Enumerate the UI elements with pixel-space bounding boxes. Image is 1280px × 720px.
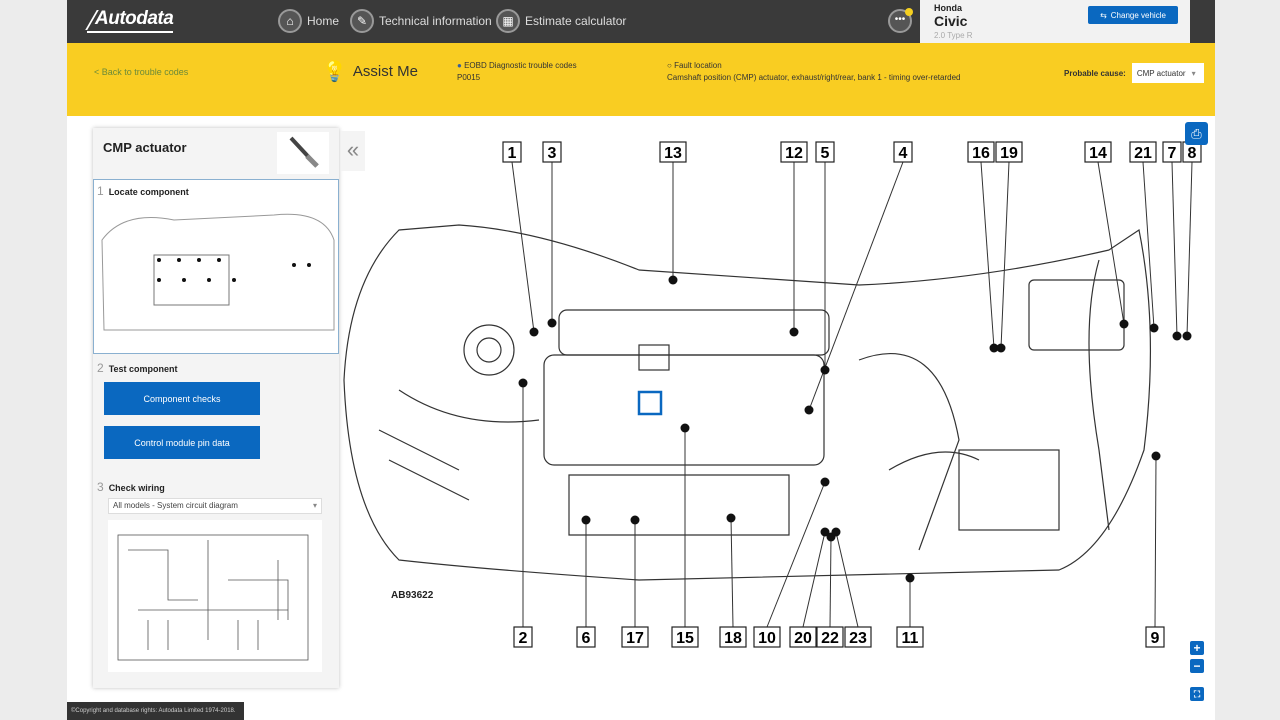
vehicle-model: Civic xyxy=(934,13,968,29)
vehicle-info xyxy=(920,0,1190,43)
step-number: 1 xyxy=(97,184,104,198)
fault-icon: ○ xyxy=(667,61,672,70)
vehicle-make: Honda xyxy=(934,3,962,13)
more-menu-button[interactable]: ••• xyxy=(888,9,912,33)
locate-component-thumbnail[interactable] xyxy=(93,179,339,354)
diagram-reference: AB93622 xyxy=(391,590,434,601)
probable-cause-label: Probable cause: xyxy=(1064,68,1126,78)
callout-label-2[interactable]: 2 xyxy=(518,630,528,647)
component-point-14[interactable] xyxy=(1120,320,1129,329)
change-vehicle-button[interactable] xyxy=(1088,6,1178,24)
printer-icon: ⎙ xyxy=(1191,126,1202,141)
assist-title-text: Assist Me xyxy=(352,63,418,80)
nav-label: Estimate calculator xyxy=(525,14,627,28)
nav-technical-information[interactable] xyxy=(350,9,492,33)
component-point-12[interactable] xyxy=(790,328,799,337)
callout-label-4[interactable]: 4 xyxy=(898,145,908,162)
component-point-10[interactable] xyxy=(821,478,830,487)
step-label: Locate component xyxy=(108,187,189,197)
copyright: ©Copyright and database rights: Autodata Limited 1974-2018. xyxy=(67,702,244,720)
probable-cause-value: CMP actuator xyxy=(1136,68,1186,78)
engine-bay-diagram xyxy=(339,130,1197,660)
component-point-4[interactable] xyxy=(805,406,814,415)
change-vehicle-label: Change vehicle xyxy=(1110,10,1166,20)
leader-line xyxy=(1172,162,1177,336)
callout-label-7[interactable]: 7 xyxy=(1167,145,1177,162)
component-point-6[interactable] xyxy=(582,516,591,525)
component-point-19[interactable] xyxy=(997,344,1006,353)
swap-icon: ⇆ xyxy=(1100,10,1107,20)
callout-label-10[interactable]: 10 xyxy=(758,630,776,647)
eobd-info xyxy=(457,60,577,84)
component-point-8[interactable] xyxy=(1183,332,1192,341)
callout-label-14[interactable]: 14 xyxy=(1089,145,1107,162)
eobd-label: EOBD Diagnostic trouble codes xyxy=(464,61,577,70)
vehicle-variant: 2.0 Type R xyxy=(934,31,973,40)
trouble-code: P0015 xyxy=(457,73,481,82)
top-bar xyxy=(67,0,1215,43)
callout-label-21[interactable]: 21 xyxy=(1134,145,1152,162)
wrench-icon: ✎ xyxy=(350,9,374,33)
step-label: Test component xyxy=(108,364,178,374)
component-point-13[interactable] xyxy=(669,276,678,285)
callout-label-11[interactable]: 11 xyxy=(901,630,919,647)
callout-label-5[interactable]: 5 xyxy=(820,145,830,162)
component-point-11[interactable] xyxy=(906,574,915,583)
leader-line xyxy=(830,537,831,627)
step-locate-component xyxy=(97,184,189,198)
probable-cause xyxy=(1064,63,1204,83)
leader-line xyxy=(981,162,994,348)
component-panel xyxy=(93,128,339,688)
step-check-wiring xyxy=(97,480,165,494)
nav-label: Technical information xyxy=(379,14,492,28)
nav-home[interactable] xyxy=(278,9,339,33)
callout-label-1[interactable]: 1 xyxy=(507,145,517,162)
callout-label-9[interactable]: 9 xyxy=(1150,630,1160,647)
component-thumbnail xyxy=(277,132,329,174)
component-point-7[interactable] xyxy=(1173,332,1182,341)
info-icon: ● xyxy=(457,61,462,70)
home-icon: ⌂ xyxy=(278,9,302,33)
step-number: 2 xyxy=(97,361,104,375)
control-module-pin-data-button[interactable]: Control module pin data xyxy=(104,426,260,459)
component-point-23[interactable] xyxy=(832,528,841,537)
step-number: 3 xyxy=(97,480,104,494)
back-to-trouble-codes-link[interactable]: < Back to trouble codes xyxy=(94,67,189,77)
nav-estimate-calculator[interactable] xyxy=(496,9,626,33)
leader-line xyxy=(731,518,733,627)
calculator-icon: ▦ xyxy=(496,9,520,33)
component-checks-button[interactable]: Component checks xyxy=(104,382,260,415)
collapse-panel-button[interactable]: « xyxy=(341,131,365,171)
callout-label-23[interactable]: 23 xyxy=(849,630,867,647)
assist-me-title xyxy=(322,59,418,84)
component-point-3[interactable] xyxy=(548,319,557,328)
leader-line xyxy=(1187,162,1192,336)
component-point-5[interactable] xyxy=(821,366,830,375)
callout-label-13[interactable]: 13 xyxy=(664,145,682,162)
notification-dot xyxy=(905,8,913,16)
component-point-9[interactable] xyxy=(1152,452,1161,461)
circuit-diagram-thumbnail[interactable] xyxy=(108,520,322,672)
zoom-out-button[interactable]: − xyxy=(1190,659,1204,673)
component-point-21[interactable] xyxy=(1150,324,1159,333)
callout-label-8[interactable]: 8 xyxy=(1187,145,1197,162)
leader-line xyxy=(1155,456,1156,627)
leader-line xyxy=(803,532,825,627)
fault-label: Fault location xyxy=(674,61,722,70)
callout-label-15[interactable]: 15 xyxy=(676,630,694,647)
leader-line xyxy=(1001,162,1009,348)
callout-label-22[interactable]: 22 xyxy=(821,630,839,647)
callout-label-17[interactable]: 17 xyxy=(626,630,644,647)
component-point-1[interactable] xyxy=(530,328,539,337)
callout-label-19[interactable]: 19 xyxy=(1000,145,1018,162)
callout-label-18[interactable]: 18 xyxy=(724,630,742,647)
wiring-diagram-select[interactable]: All models - System circuit diagram ▾ xyxy=(108,498,322,514)
component-point-17[interactable] xyxy=(631,516,640,525)
fault-location xyxy=(667,60,960,84)
app xyxy=(67,0,1215,720)
callout-label-6[interactable]: 6 xyxy=(581,630,591,647)
assist-bar xyxy=(67,43,1215,116)
leader-line xyxy=(512,162,534,332)
component-point-18[interactable] xyxy=(727,514,736,523)
component-point-15[interactable] xyxy=(681,424,690,433)
print-button[interactable] xyxy=(1185,122,1208,145)
autodata-logo[interactable]: Autodata xyxy=(95,8,174,29)
lightbulb-icon: 💡 xyxy=(322,61,347,83)
chevron-down-icon: ▾ xyxy=(1191,68,1196,78)
highlighted-component-marker xyxy=(639,392,661,414)
callout-label-12[interactable]: 12 xyxy=(785,145,803,162)
leader-line xyxy=(836,532,858,627)
component-title: CMP actuator xyxy=(103,140,187,155)
leader-line xyxy=(767,482,825,627)
fullscreen-button[interactable]: ⛶ xyxy=(1190,687,1204,701)
step-test-component xyxy=(97,361,178,375)
step-label: Check wiring xyxy=(108,483,165,493)
component-point-2[interactable] xyxy=(519,379,528,388)
callout-label-16[interactable]: 16 xyxy=(972,145,990,162)
nav-label: Home xyxy=(307,14,340,28)
fault-text: Camshaft position (CMP) actuator, exhaust/right/rear, bank 1 - timing over-retarded xyxy=(667,73,961,82)
zoom-in-button[interactable]: + xyxy=(1190,641,1204,655)
callout-label-3[interactable]: 3 xyxy=(547,145,557,162)
probable-cause-select[interactable] xyxy=(1132,63,1204,83)
callout-label-20[interactable]: 20 xyxy=(794,630,812,647)
